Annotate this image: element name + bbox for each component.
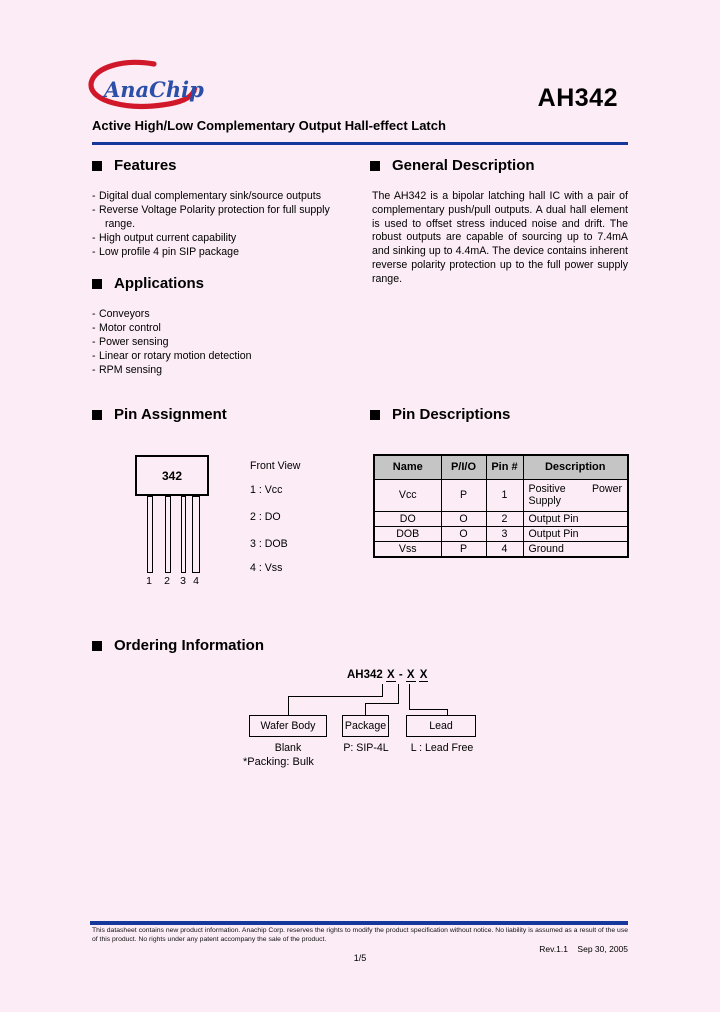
pin-number-label: 1 [146, 575, 152, 587]
code-x-lead: X [419, 669, 428, 681]
lead-box-label: Lead [429, 720, 453, 732]
column-header: Pin # [486, 455, 523, 479]
cell-name: DO [374, 511, 441, 526]
page-title-part-number: AH342 [537, 84, 618, 112]
anachip-logo-swoosh-icon [84, 57, 216, 115]
pin-name-label: 2 : DO [250, 511, 281, 523]
column-header: Name [374, 455, 441, 479]
cell-pio: O [441, 511, 486, 526]
pin-descriptions-heading-label: Pin Descriptions [392, 406, 511, 423]
wafer-body-box-label: Wafer Body [260, 720, 316, 732]
pin-name-label: 4 : Vss [250, 562, 283, 574]
cell-pin: 1 [486, 479, 523, 511]
applications-list [92, 307, 360, 377]
list-item: - RPM sensing [92, 364, 162, 376]
cell-description: Ground [523, 541, 628, 557]
cell-name: Vcc [374, 479, 441, 511]
cell-pin: 4 [486, 541, 523, 557]
datasheet-subtitle: Active High/Low Complementary Output Hall-effect Latch [92, 118, 446, 133]
ordering-information-heading [92, 637, 264, 654]
cell-pio: P [441, 479, 486, 511]
ordering-information-heading-label: Ordering Information [114, 637, 264, 654]
page-number: 1/5 [353, 953, 367, 963]
ordering-part-code: AH342 X - X X [347, 669, 428, 681]
package-pin-2 [165, 496, 171, 573]
cell-description: Positive Power Supply [523, 479, 628, 511]
list-item: - Digital dual complementary sink/source outputs [92, 190, 321, 202]
footer-divider-rule [90, 921, 628, 925]
cell-pin: 3 [486, 526, 523, 541]
list-item: - Power sensing [92, 336, 169, 348]
pin-number-label: 2 [164, 575, 170, 587]
package-box [342, 715, 389, 737]
pin-name-label: 1 : Vcc [250, 484, 283, 496]
connector-line [409, 684, 410, 710]
connector-line [288, 696, 383, 697]
wafer-body-box [249, 715, 327, 737]
column-header: Description [523, 455, 628, 479]
table-row [374, 541, 628, 557]
footer-disclaimer: This datasheet contains new product information. Anachip Corp. reserves the rights to modify the product specification without notice. No liability is assumed as a result of the use of this product. No rights under any patent accompany the sale of the product. [92, 927, 628, 943]
package-body-drawing [135, 455, 209, 496]
revision-label: Rev.1.1 [539, 944, 568, 954]
code-x-package: X [406, 669, 415, 681]
column-header: P/I/O [441, 455, 486, 479]
features-heading [92, 157, 177, 174]
code-x-wafer: X [387, 669, 395, 681]
package-value: P: SIP-4L [343, 742, 389, 754]
section-bullet-square-icon [370, 161, 380, 171]
package-pin-4 [192, 496, 200, 573]
package-pin-1 [147, 496, 153, 573]
package-box-label: Package [344, 720, 387, 732]
cell-description: Output Pin [523, 526, 628, 541]
general-description-text: The AH342 is a bipolar latching hall IC with a pair of complementary push/pull outputs. A dual hall element is used to offset stress induced noise and drift. The robust outputs are capable of sourcing up to 7.4mA and sinking up to 4.4mA. The device contains inherent reverse polarity protection up to the full power supply range. [372, 190, 628, 285]
applications-heading-label: Applications [114, 275, 205, 292]
pin-assignment-heading [92, 406, 227, 423]
applications-heading [92, 275, 204, 292]
pin-descriptions-table [373, 454, 629, 558]
features-heading-label: Features [114, 157, 177, 174]
pin-descriptions-heading [370, 406, 510, 423]
table-row [374, 526, 628, 541]
section-bullet-square-icon [92, 161, 102, 171]
packing-note: *Packing: Bulk [243, 756, 314, 768]
pin-name-label: 3 : DOB [250, 538, 288, 550]
connector-line [288, 696, 289, 715]
list-item: - High output current capability [92, 232, 237, 244]
cell-pin: 2 [486, 511, 523, 526]
list-item: - Linear or rotary motion detection [92, 350, 252, 362]
list-item: - Reverse Voltage Polarity protection for full supply range. [92, 204, 330, 230]
pin-assignment-heading-label: Pin Assignment [114, 406, 227, 423]
section-bullet-square-icon [92, 410, 102, 420]
cell-description: Output Pin [523, 511, 628, 526]
header-divider-rule [92, 142, 628, 145]
cell-name: DOB [374, 526, 441, 541]
connector-line [409, 709, 447, 710]
general-description-heading-label: General Description [392, 157, 535, 174]
table-header-row [374, 455, 628, 479]
cell-pio: O [441, 526, 486, 541]
anachip-logo [84, 57, 216, 115]
connector-line [365, 703, 366, 715]
list-item: - Low profile 4 pin SIP package [92, 246, 239, 258]
features-list [92, 189, 360, 259]
section-bullet-square-icon [370, 410, 380, 420]
list-item: - Conveyors [92, 308, 150, 320]
section-bullet-square-icon [92, 279, 102, 289]
lead-box [406, 715, 476, 737]
revision-date: Sep 30, 2005 [577, 944, 628, 954]
package-label: 342 [161, 468, 183, 483]
general-description-heading [370, 157, 535, 174]
wafer-body-value: Blank [274, 742, 302, 754]
cell-pio: P [441, 541, 486, 557]
connector-line [398, 684, 399, 704]
pin-number-label: 3 [180, 575, 186, 587]
connector-line [365, 703, 399, 704]
lead-value: L : Lead Free [410, 742, 474, 754]
section-bullet-square-icon [92, 641, 102, 651]
pin-number-label: 4 [193, 575, 199, 587]
cell-name: Vss [374, 541, 441, 557]
package-pin-3 [181, 496, 186, 573]
table-row [374, 511, 628, 526]
logo-wordmark: AnaChip [104, 77, 204, 102]
front-view-label: Front View [250, 460, 301, 472]
list-item: - Motor control [92, 322, 161, 334]
table-row [374, 479, 628, 511]
